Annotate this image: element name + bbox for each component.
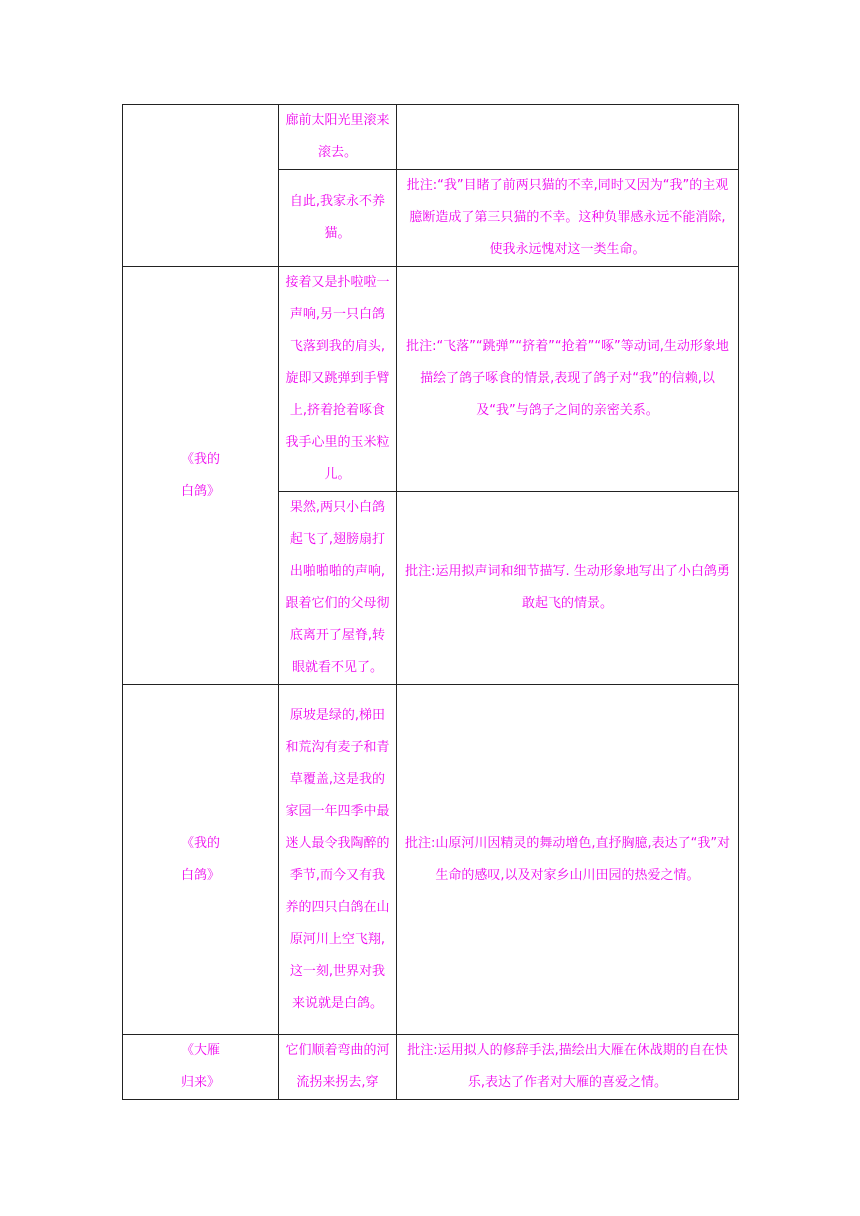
note-text: 批注:运用拟声词和细节描写. 生动形象地写出了小白鸽勇敢起飞的情景。 bbox=[405, 564, 730, 611]
title-cell bbox=[123, 1035, 279, 1100]
note-text: 批注:山原河川因精灵的舞动增色,直抒胸臆,表达了“我”对生命的感叹,以及对家乡山川田园的热爱之情。 bbox=[404, 835, 731, 883]
note-text: 批注:“飞落”“跳弹”“挤着”“抢着”“啄”等动词,生动形象地描绘了鸽子啄食的情景,表现了鸽子对“我”的信赖,以及“我”与鸽子之间的亲密关系。 bbox=[406, 339, 729, 418]
excerpt-text: 原坡是绿的,梯田和荒沟有麦子和青草覆盖,这是我的家园一年四季中最迷人最令我陶醉的季节,而今又有我养的四只白鸽在山原河川上空飞翔,这一刻,世界对我来说就是白鸽。 bbox=[285, 707, 390, 1011]
excerpt-cell bbox=[279, 685, 397, 1035]
table-row bbox=[123, 267, 739, 492]
excerpt-text: 接着又是扑啦啦一声响,另一只白鸽飞落到我的肩头,旋即又跳弹到手臂上,挤着抢着啄食我手心里的玉米粒儿。 bbox=[285, 275, 390, 482]
work-title-line2: 白鸽》 bbox=[180, 867, 220, 883]
annotation-table bbox=[122, 104, 739, 1100]
note-cell bbox=[397, 267, 739, 492]
work-title-line2: 归来》 bbox=[180, 1075, 220, 1090]
title-cell bbox=[123, 105, 279, 267]
note-cell bbox=[397, 492, 739, 685]
table-row bbox=[123, 685, 739, 1035]
work-title-line1: 《我的 bbox=[180, 451, 220, 467]
title-cell bbox=[123, 685, 279, 1035]
note-cell bbox=[397, 170, 739, 267]
work-title-line1: 《大雁 bbox=[180, 1043, 220, 1058]
note-cell bbox=[397, 1035, 739, 1100]
excerpt-cell bbox=[279, 267, 397, 492]
table-row bbox=[123, 1035, 739, 1100]
excerpt-cell bbox=[279, 492, 397, 685]
work-title-line1: 《我的 bbox=[180, 835, 220, 851]
note-cell bbox=[397, 685, 739, 1035]
title-cell bbox=[123, 267, 279, 685]
excerpt-text: 自此,我家永不养猫。 bbox=[289, 194, 386, 241]
excerpt-cell bbox=[279, 1035, 397, 1100]
note-cell bbox=[397, 105, 739, 170]
excerpt-text: 廊前太阳光里滚来滚去。 bbox=[285, 113, 390, 160]
work-title-line2: 白鸽》 bbox=[180, 483, 220, 499]
note-text: 批注:“我”目睹了前两只猫的不幸,同时又因为“我”的主观臆断造成了第三只猫的不幸。这种负罪感永远不能消除,使我永远愧对这一类生命。 bbox=[406, 178, 729, 257]
excerpt-cell bbox=[279, 105, 397, 170]
note-text: 批注:运用拟人的修辞手法,描绘出大雁在休战期的自在快乐,表达了作者对大雁的喜爱之情。 bbox=[407, 1043, 728, 1090]
excerpt-text: 果然,两只小白鸽起飞了,翅膀扇打出啪啪啪的声响,跟着它们的父母彻底离开了屋脊,转眼就看不见了。 bbox=[285, 500, 390, 675]
excerpt-cell bbox=[279, 170, 397, 267]
table-row bbox=[123, 105, 739, 170]
excerpt-text: 它们顺着弯曲的河流拐来拐去,穿 bbox=[285, 1043, 390, 1090]
